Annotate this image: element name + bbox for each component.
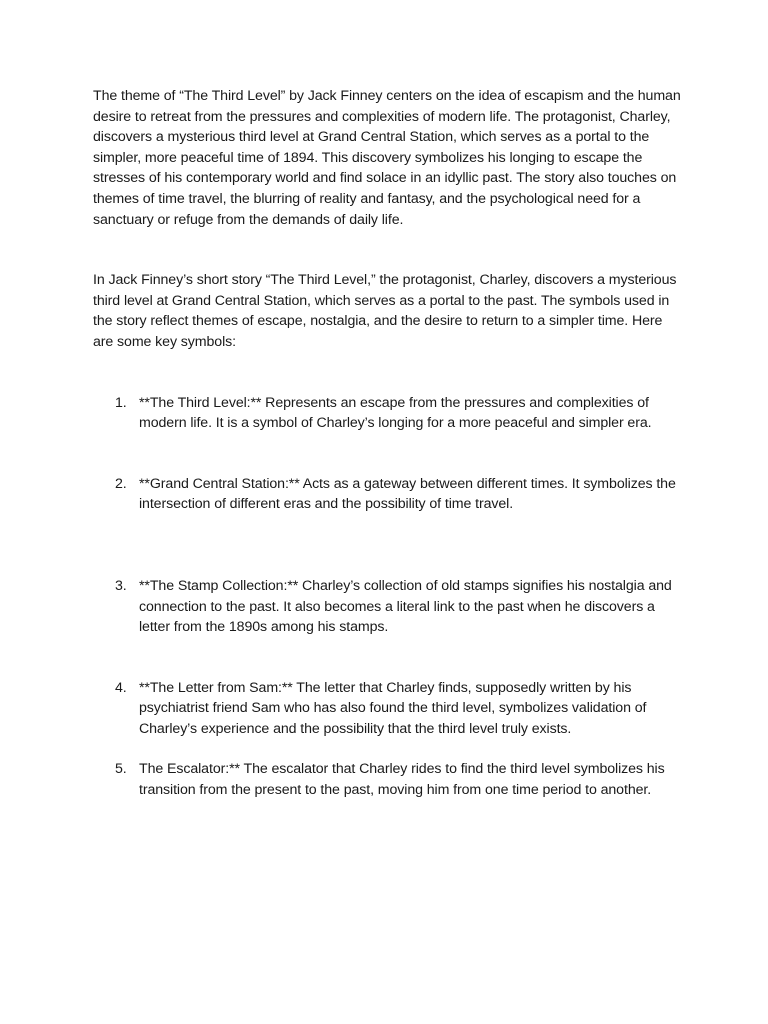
list-item-text: **Grand Central Station:** Acts as a gateway between different times. It symbolizes the intersection of different eras and the possibility of time travel. xyxy=(139,475,676,513)
symbols-list xyxy=(93,393,683,801)
list-item-number: 1. xyxy=(115,394,127,411)
symbols-intro-paragraph: In Jack Finney’s short story “The Third Level,” the protagonist, Charley, discovers a mysterious third level at Grand Central Station, which serves as a portal to the past. The symbols used in the story reflect themes of escape, nostalgia, and the desire to return to a simpler time. Here are some key symbols: xyxy=(93,272,677,350)
list-item-text: **The Third Level:** Represents an escape from the pressures and complexities of modern life. It is a symbol of Charley’s longing for a more peaceful and simpler era. xyxy=(139,394,652,432)
list-item xyxy=(93,759,683,800)
list-item xyxy=(93,474,683,515)
list-item-text: **The Stamp Collection:** Charley’s collection of old stamps signifies his nostalgia and connection to the past. It also becomes a literal link to the past when he discovers a letter from the 1890s among his stamps. xyxy=(139,577,672,636)
list-item-text: The Escalator:** The escalator that Charley rides to find the third level symbolizes his transition from the present to the past, moving him from one time period to another. xyxy=(139,761,665,799)
list-item-number: 3. xyxy=(115,577,127,594)
list-item xyxy=(93,576,683,638)
document-page xyxy=(93,86,683,801)
list-item-text: **The Letter from Sam:** The letter that Charley finds, supposedly written by his psychiatrist friend Sam who has also found the third level, symbolizes validation of Charley’s experience and the possibility that the third level truly exists. xyxy=(139,679,647,737)
theme-paragraph: The theme of “The Third Level” by Jack Finney centers on the idea of escapism and the human desire to retreat from the pressures and complexities of modern life. The protagonist, Charley, discovers a mysterious third level at Grand Central Station, which serves as a portal to the simpler, more peaceful time of 1894. This discovery symbolizes his longing to escape the stresses of his contemporary world and find solace in an idyllic past. The story also touches on themes of time travel, the blurring of reality and fantasy, and the psychological need for a sanctuary or refuge from the demands of daily life. xyxy=(93,88,681,228)
list-item-number: 5. xyxy=(115,761,127,778)
list-item xyxy=(93,678,683,740)
list-item-number: 4. xyxy=(115,679,127,696)
list-item xyxy=(93,393,683,434)
list-item-number: 2. xyxy=(115,475,127,492)
